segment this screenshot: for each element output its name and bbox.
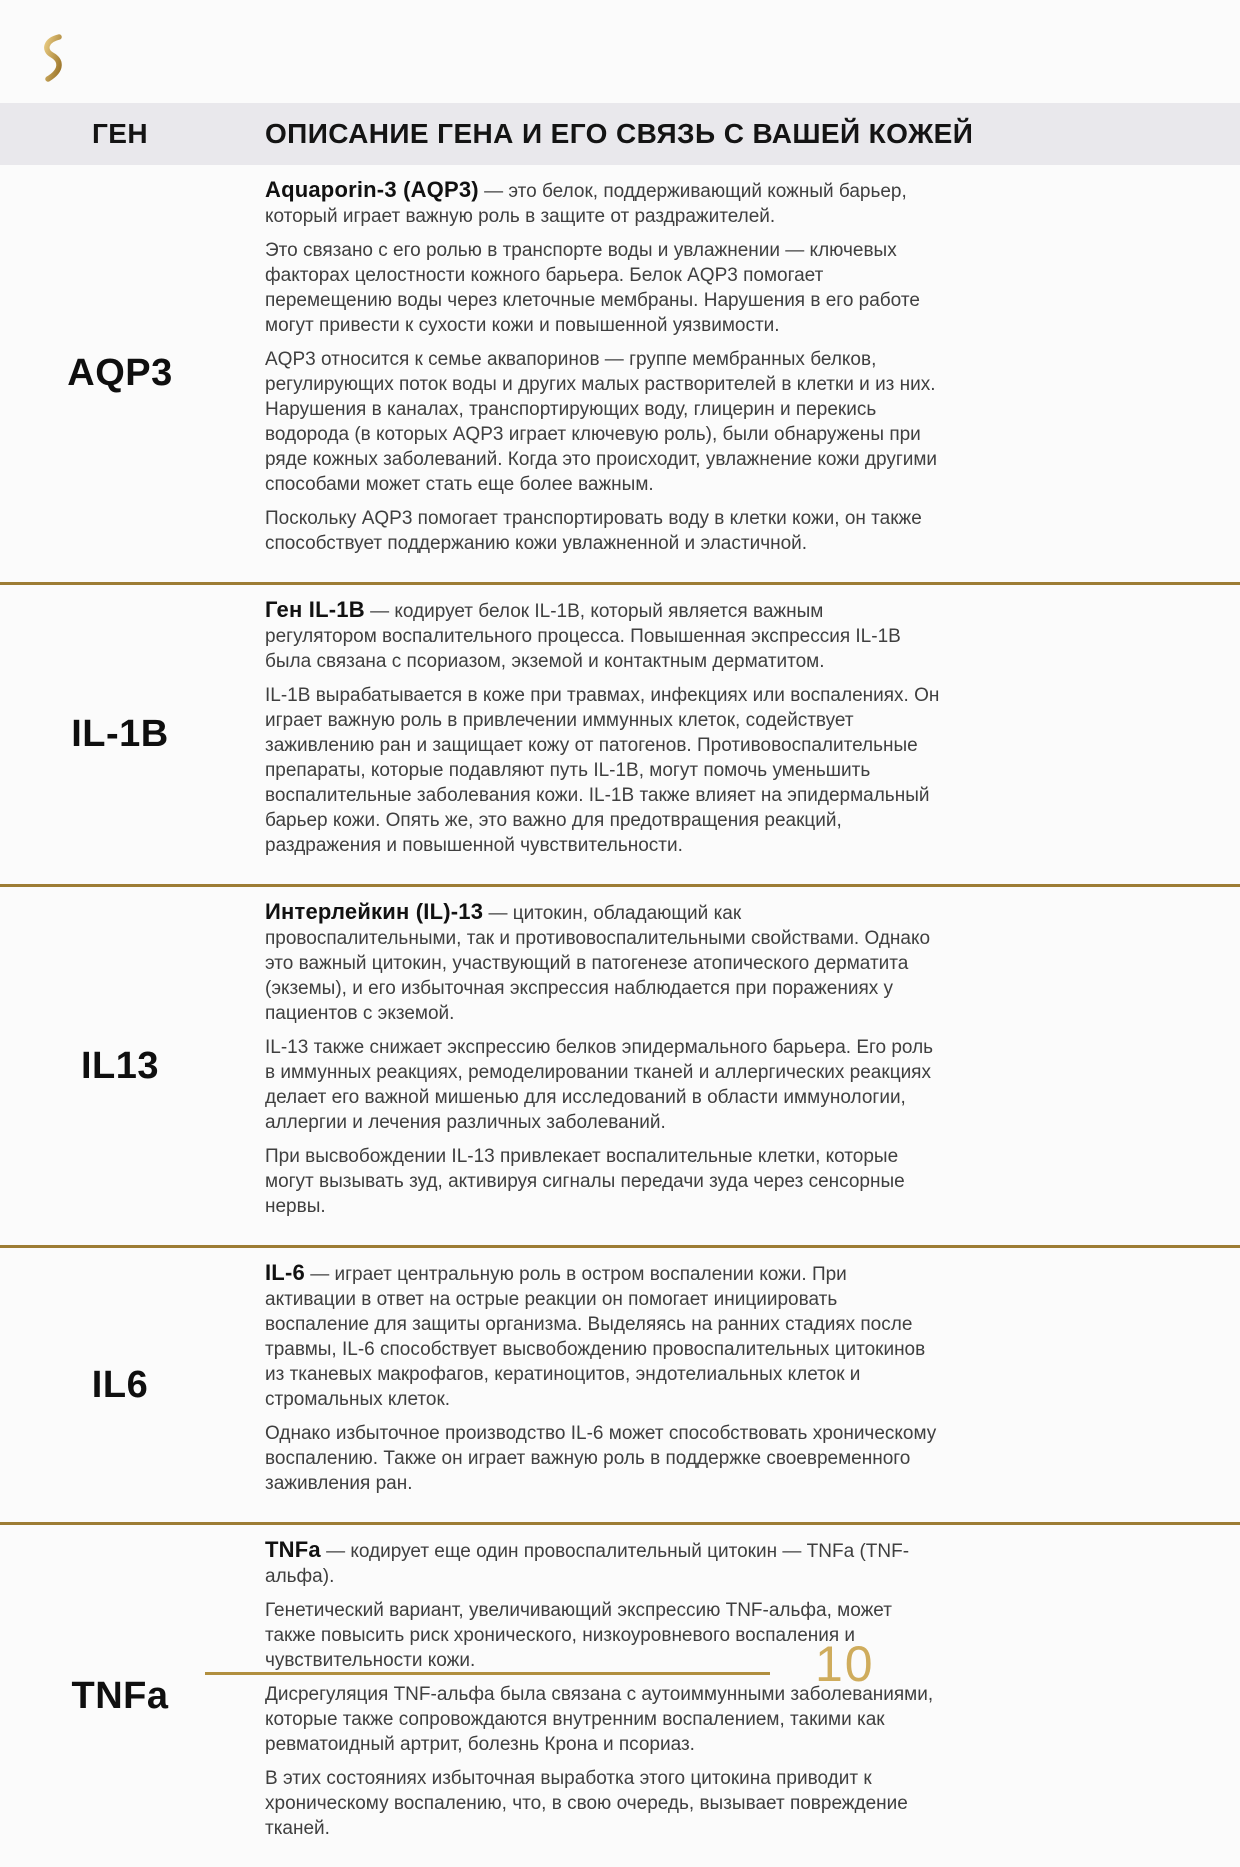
- lead-text: TNFa: [265, 1537, 321, 1562]
- paragraph: [265, 597, 940, 674]
- paragraph: [265, 1260, 940, 1412]
- paragraph: Генетический вариант, увеличивающий экспрессию TNF-альфа, может также повысить риск хронического, низкоуровневого воспаления и чувствительности кожи.: [265, 1600, 892, 1671]
- paragraph: [265, 899, 940, 1026]
- gene-description: [240, 585, 1240, 884]
- gene-name: AQP3: [67, 352, 173, 394]
- paragraph: Это связано с его ролью в транспорте воды и увлажнении — ключевых факторах целостности кожного барьера. Белок AQP3 помогает перемещению воды через клеточные мембраны. Нарушения в его работе могут привести к сухости кожи и повышенной уязвимости.: [265, 240, 920, 336]
- gene-description: [240, 1248, 1240, 1522]
- page-number: 10: [815, 1636, 875, 1692]
- paragraph-text: — цитокин, обладающий как провоспалительными, так и противовоспалительными свойствами. Однако это важный цитокин, участвующий в патогенезе атопического дерматита (экземы), и его избыточная экспрессия наблюдается при поражениях у пациентов с экземой.: [265, 903, 931, 1024]
- gene-description: [240, 887, 1240, 1245]
- paragraph: [265, 1537, 940, 1589]
- gene-name: IL6: [91, 1363, 149, 1406]
- gene-column-header: ГЕН: [92, 118, 148, 149]
- description-column-header: ОПИСАНИЕ ГЕНА И ЕГО СВЯЗЬ С ВАШЕЙ КОЖЕЙ: [265, 118, 974, 149]
- gene-name: IL-1B: [71, 713, 169, 755]
- paragraph: IL-1B вырабатывается в коже при травмах, инфекциях или воспалениях. Он играет важную роль в привлечении иммунных клеток, содействует заживлению ран и защищает кожу от патогенов. Противовоспалительные препараты, которые подавляют путь IL-1B, могут помочь уменьшить воспалительные заболевания кожи. IL-1B также влияет на эпидермальный барьер кожи. Опять же, это важно для предотвращения реакций, раздражения и повышенной чувствительности.: [265, 685, 940, 856]
- lead-text: Aquaporin-3 (AQP3): [265, 177, 479, 202]
- gene-row-aqp3: [0, 165, 1240, 585]
- paragraph: IL-13 также снижает экспрессию белков эпидермального барьера. Его роль в иммунных реакциях, ремоделировании тканей и аллергических реакциях делает его важной мишенью для исследований в области иммунологии, аллергии и лечения различных заболеваний.: [265, 1037, 934, 1133]
- gene-row-il6: [0, 1248, 1240, 1525]
- paragraph-text: — кодирует еще один провоспалительный цитокин — TNFa (TNF-альфа).: [265, 1541, 910, 1587]
- lead-text: Ген IL-1B: [265, 597, 365, 622]
- gene-name: TNFa: [71, 1674, 169, 1717]
- gene-name: IL13: [80, 1044, 160, 1087]
- gene-name-cell: [0, 887, 240, 1245]
- paragraph: [265, 177, 940, 229]
- paragraph-text: — играет центральную роль в остром воспалении кожи. При активации в ответ на острые реакции он помогает инициировать воспаление для защиты организма. Выделяясь на ранних стадиях после травмы, IL-6 способствует высвобождению провоспалительных цитокинов из тканевых макрофагов, кератиноцитов, эндотелиальных клеток и стромальных клеток.: [265, 1264, 926, 1410]
- gene-description: [240, 165, 1240, 582]
- dna-helix-icon: [40, 34, 66, 84]
- gene-name-cell: [0, 165, 240, 582]
- table-header: [0, 103, 1240, 165]
- lead-text: Интерлейкин (IL)-13: [265, 899, 484, 924]
- top-margin: [0, 0, 1240, 103]
- footer-divider-line: [205, 1672, 770, 1675]
- paragraph: Однако избыточное производство IL-6 может способствовать хроническому воспалению. Также он играет важную роль в поддержке своевременного заживления ран.: [265, 1423, 937, 1494]
- paragraph: AQP3 относится к семье аквапоринов — группе мембранных белков, регулирующих поток воды и других малых растворителей в клетки и из них. Нарушения в каналах, транспортирующих воду, глицерин и перекись водорода (в которых AQP3 играет ключевую роль), были обнаружены при ряде кожных заболеваний. Когда это происходит, увлажнение кожи другими способами может стать еще более важным.: [265, 349, 938, 495]
- paragraph-text: — кодирует белок IL-1B, который является важным регулятором воспалительного процесса. Повышенная экспрессия IL-1B была связана с псориазом, экземой и контактным дерматитом.: [265, 601, 901, 672]
- gene-name-cell: [0, 1248, 240, 1522]
- paragraph: Поскольку AQP3 помогает транспортировать воду в клетки кожи, он также способствует поддержанию кожи увлажненной и эластичной.: [265, 508, 922, 554]
- gene-row-il13: [0, 887, 1240, 1248]
- paragraph-text: — это белок, поддерживающий кожный барьер, который играет важную роль в защите от раздражителей.: [265, 181, 907, 227]
- paragraph: Дисрегуляция TNF-альфа была связана с аутоиммунными заболеваниями, которые также сопровождаются внутренним воспалением, такими как ревматоидный артрит, болезнь Крона и псориаз.: [265, 1684, 934, 1755]
- gene-row-il1b: [0, 585, 1240, 887]
- paragraph: В этих состояниях избыточная выработка этого цитокина приводит к хроническому воспалению, что, в свою очередь, вызывает повреждение тканей.: [265, 1768, 908, 1839]
- lead-text: IL-6: [265, 1260, 305, 1285]
- paragraph: При высвобождении IL-13 привлекает воспалительные клетки, которые могут вызывать зуд, активируя сигналы передачи зуда через сенсорные нервы.: [265, 1146, 905, 1217]
- page-footer: [0, 1636, 1240, 1715]
- gene-name-cell: [0, 585, 240, 884]
